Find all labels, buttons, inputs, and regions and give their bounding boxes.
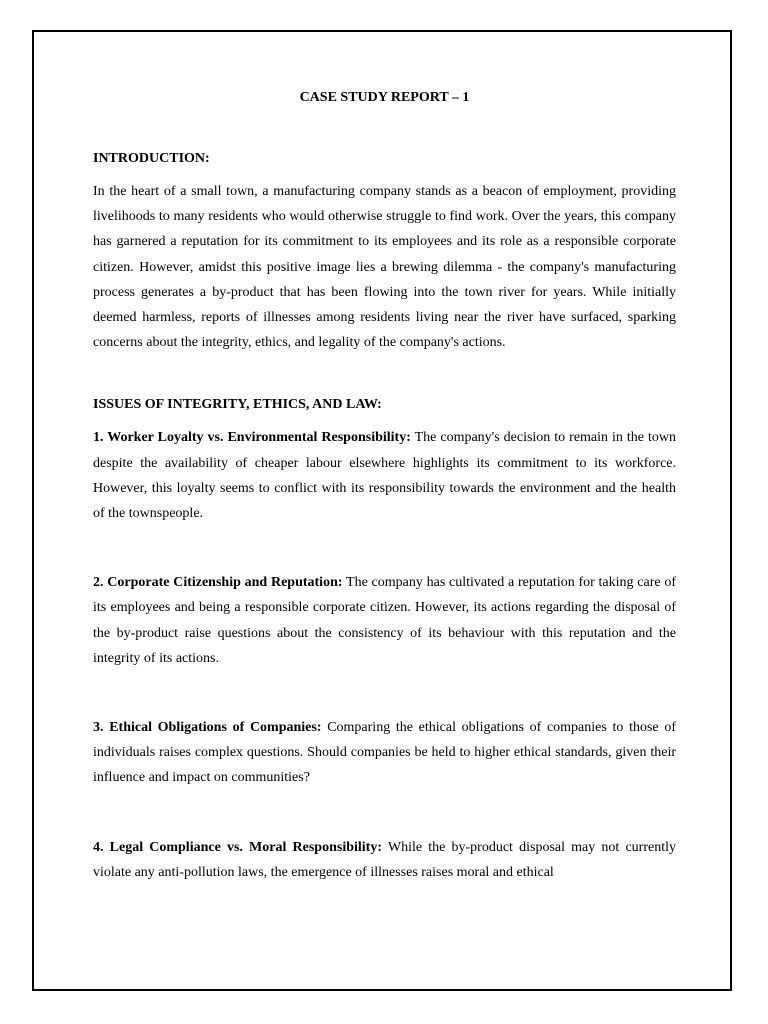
issue-4-text: While the by-product disposal may not currently violate any anti-pollution laws, the emergence of illnesses raises moral and ethical	[93, 839, 676, 880]
introduction-heading: INTRODUCTION:	[93, 151, 210, 166]
page-title: CASE STUDY REPORT – 1	[299, 90, 470, 105]
issue-4-lead: 4. Legal Compliance vs. Moral Responsibility:	[93, 839, 382, 855]
issue-paragraph-2	[93, 570, 676, 671]
issue-paragraph-3	[93, 715, 676, 791]
issue-2-text: The company has cultivated a reputation for taking care of its employees and being a responsible corporate citizen. However, its actions regarding the disposal of the by-product raise questions about the consistency of its behaviour with this reputation and the integrity of its actions.	[93, 575, 677, 666]
issues-heading: ISSUES OF INTEGRITY, ETHICS, AND LAW:	[93, 397, 382, 413]
introduction-paragraph: In the heart of a small town, a manufacturing company stands as a beacon of employment, providing livelihoods to many residents who would otherwise struggle to find work. Over the years, this company has garnered a reputation for its commitment to its employees and its role as a responsible corporate citizen. However, amidst this positive image lies a brewing dilemma - the company's manufacturing process generates a by-product that has been flowing into the town river for years. While initially deemed harmless, reports of illnesses among residents living near the river have surfaced, sparking concerns about the integrity, ethics, and legality of the company's actions.	[93, 184, 676, 351]
issue-1-text: The company's decision to remain in the town despite the availability of cheaper labour elsewhere highlights its commitment to its workforce. However, this loyalty seems to conflict with its responsibility towards the environment and the health of the townspeople.	[93, 430, 676, 522]
issue-paragraph-1	[93, 425, 676, 526]
issue-2-lead: 2. Corporate Citizenship and Reputation:	[93, 575, 343, 591]
issue-3-lead: 3. Ethical Obligations of Companies:	[93, 720, 322, 736]
document-page	[32, 30, 732, 991]
issue-paragraph-4	[93, 835, 676, 885]
document-content	[93, 88, 676, 885]
issue-3-text: Comparing the ethical obligations of companies to those of individuals raises complex questions. Should companies be held to higher ethical standards, given their influence and impact on communities?	[93, 720, 676, 786]
issue-1-lead: 1. Worker Loyalty vs. Environmental Responsibility:	[93, 430, 411, 446]
